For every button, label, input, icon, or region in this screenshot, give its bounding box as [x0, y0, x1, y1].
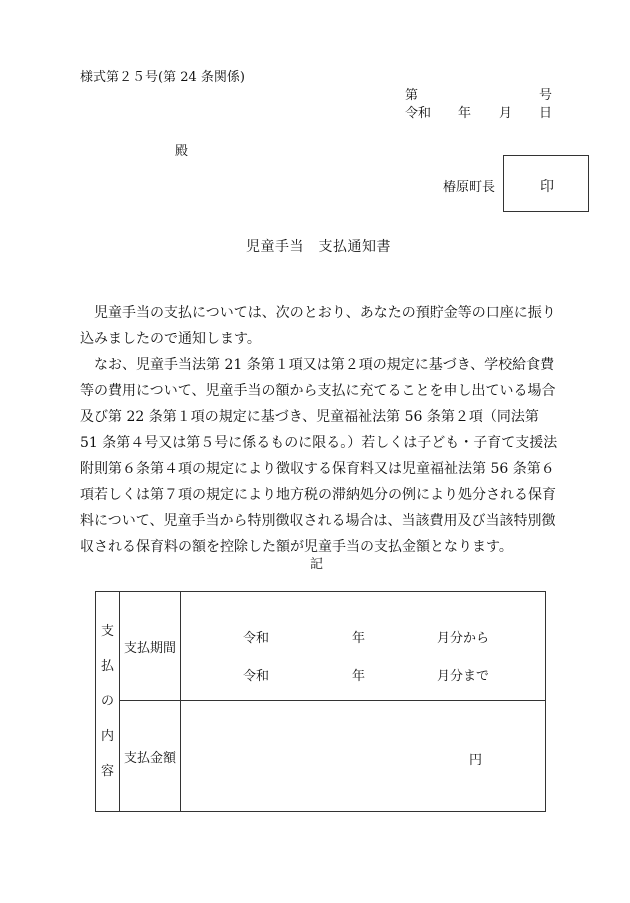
period-label: 支払期間 — [120, 592, 181, 701]
addressee-suffix: 殿 — [175, 144, 189, 159]
period-cell — [181, 592, 546, 701]
vertical-char: 内 — [100, 729, 114, 744]
date-era: 令和 — [405, 106, 432, 121]
amount-label: 支払金額 — [120, 701, 181, 812]
vertical-heading — [96, 592, 120, 812]
ki-heading: 記 — [310, 557, 324, 572]
period-to-era: 令和 — [243, 669, 270, 684]
vertical-char: 支 — [100, 624, 114, 639]
period-from-year: 年 — [352, 631, 366, 646]
notice-body — [80, 300, 558, 560]
vertical-char: の — [100, 694, 114, 709]
seal-mark: 印 — [540, 179, 554, 195]
vertical-char: 容 — [100, 764, 114, 779]
date-day: 日 — [539, 106, 553, 121]
form-number: 様式第２５号(第 24 条関係) — [80, 70, 245, 85]
vertical-char: 払 — [100, 659, 114, 674]
body-paragraph-2: なお、児童手当法第 21 条第１項又は第２項の規定に基づき、学校給食費等の費用について、児童手当の額から支払に充てることを申し出ている場合及び第 22 条第１項の規定に基づき、児童福祉法第 56 条第２項（同法第 51 条第４号又は第５号に係るものに限る。）若しくは子ども・子育て支援法附則第６条第４項の規定により徴収する保育料又は児童福祉法第 56 条第６項若しくは第７項の規定により地方税の滞納処分の例により処分される保育料について、児童手当から特別徴収される場合は、当該費用及び当該特別徴収される保育料の額を控除した額が児童手当の支払金額となります。 — [80, 357, 558, 555]
period-to-month: 月分まで — [437, 669, 490, 684]
amount-unit: 円 — [469, 753, 483, 768]
body-paragraph-1: 児童手当の支払については、次のとおり、あなたの預貯金等の口座に振り込みましたので通知します。 — [80, 305, 556, 347]
period-to-year: 年 — [352, 669, 366, 684]
period-from-era: 令和 — [243, 631, 270, 646]
period-from-month: 月分から — [437, 631, 490, 646]
date-month: 月 — [499, 106, 513, 121]
date-year: 年 — [458, 106, 472, 121]
amount-cell — [181, 701, 546, 812]
page-title: 児童手当 支払通知書 — [246, 239, 391, 255]
document-number-suffix: 号 — [539, 88, 553, 103]
document-number-prefix: 第 — [405, 88, 419, 103]
issuer: 椿原町長 — [443, 180, 496, 195]
payment-details-table — [95, 591, 546, 812]
